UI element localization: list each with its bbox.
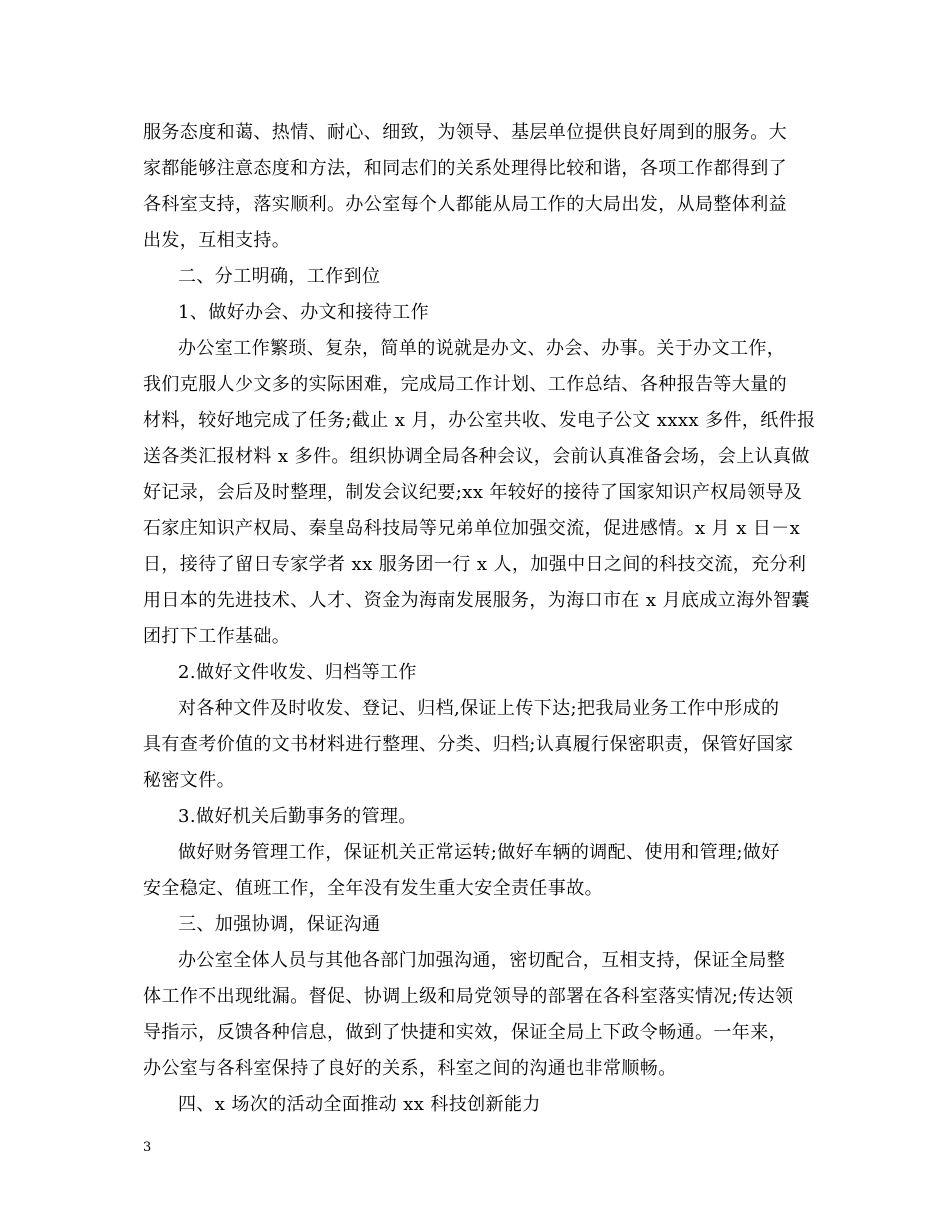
text-line: 做好财务管理工作，保证机关正常运转;做好车辆的调配、使用和管理;做好 <box>178 842 780 863</box>
text-line: 石家庄知识产权局、秦皇岛科技局等兄弟单位加强交流，促进感情。x 月 x 日－x <box>143 518 801 539</box>
section-heading: 四、x 场次的活动全面推动 xx 科技创新能力 <box>178 1094 541 1115</box>
text-line: 各科室支持，落实顺利。办公室每个人都能从局工作的大局出发，从局整体利益 <box>143 194 787 215</box>
text-line: 出发，互相支持。 <box>143 230 291 251</box>
subsection-heading: 3.做好机关后勤事务的管理。 <box>178 806 417 827</box>
text-line: 办公室与各科室保持了良好的关系，科室之间的沟通也非常顺畅。 <box>143 1058 677 1079</box>
page-number: 3 <box>143 1140 152 1155</box>
text-line: 家都能够注意态度和方法，和同志们的关系处理得比较和谐，各项工作都得到了 <box>143 158 787 179</box>
subsection-heading: 1、做好办会、办文和接待工作 <box>178 302 430 323</box>
text-line: 送各类汇报材料 x 多件。组织协调全局各种会议，会前认真准备会场，会上认真做 <box>143 446 810 467</box>
text-line: 用日本的先进技术、人才、资金为海南发展服务，为海口市在 x 月底成立海外智囊 <box>143 590 810 611</box>
text-line: 日，接待了留日专家学者 xx 服务团一行 x 人，加强中日之间的科技交流，充分利 <box>143 554 807 575</box>
text-line: 办公室全体人员与其他各部门加强沟通，密切配合，互相支持，保证全局整 <box>178 950 786 971</box>
section-heading: 三、加强协调，保证沟通 <box>178 914 381 935</box>
text-line: 具有查考价值的文书材料进行整理、分类、归档;认真履行保密职责，保管好国家 <box>143 734 794 755</box>
text-line: 安全稳定、值班工作，全年没有发生重大安全责任事故。 <box>143 878 603 899</box>
text-line: 我们克服人少文多的实际困难，完成局工作计划、工作总结、各种报告等大量的 <box>143 374 787 395</box>
text-line: 材料，较好地完成了任务;截止 x 月，办公室共收、发电子公文 xxxx 多件，纸件报 <box>143 410 816 431</box>
text-line: 好记录，会后及时整理，制发会议纪要;xx 年较好的接待了国家知识产权局领导及 <box>143 482 803 503</box>
text-line: 体工作不出现纰漏。督促、协调上级和局党领导的部署在各科室落实情况;传达领 <box>143 986 794 1007</box>
text-line: 办公室工作繁琐、复杂，简单的说就是办文、办会、办事。关于办文工作， <box>178 338 786 359</box>
subsection-heading: 2.做好文件收发、归档等工作 <box>178 662 417 683</box>
text-line: 导指示，反馈各种信息，做到了快捷和实效，保证全局上下政令畅通。一年来， <box>143 1022 787 1043</box>
section-heading: 二、分工明确，工作到位 <box>178 266 381 287</box>
text-line: 秘密文件。 <box>143 770 235 791</box>
text-line: 团打下工作基础。 <box>143 626 291 647</box>
text-line: 服务态度和蔼、热情、耐心、细致，为领导、基层单位提供良好周到的服务。大 <box>143 122 787 143</box>
text-line: 对各种文件及时收发、登记、归档,保证上传下达;把我局业务工作中形成的 <box>178 698 780 719</box>
